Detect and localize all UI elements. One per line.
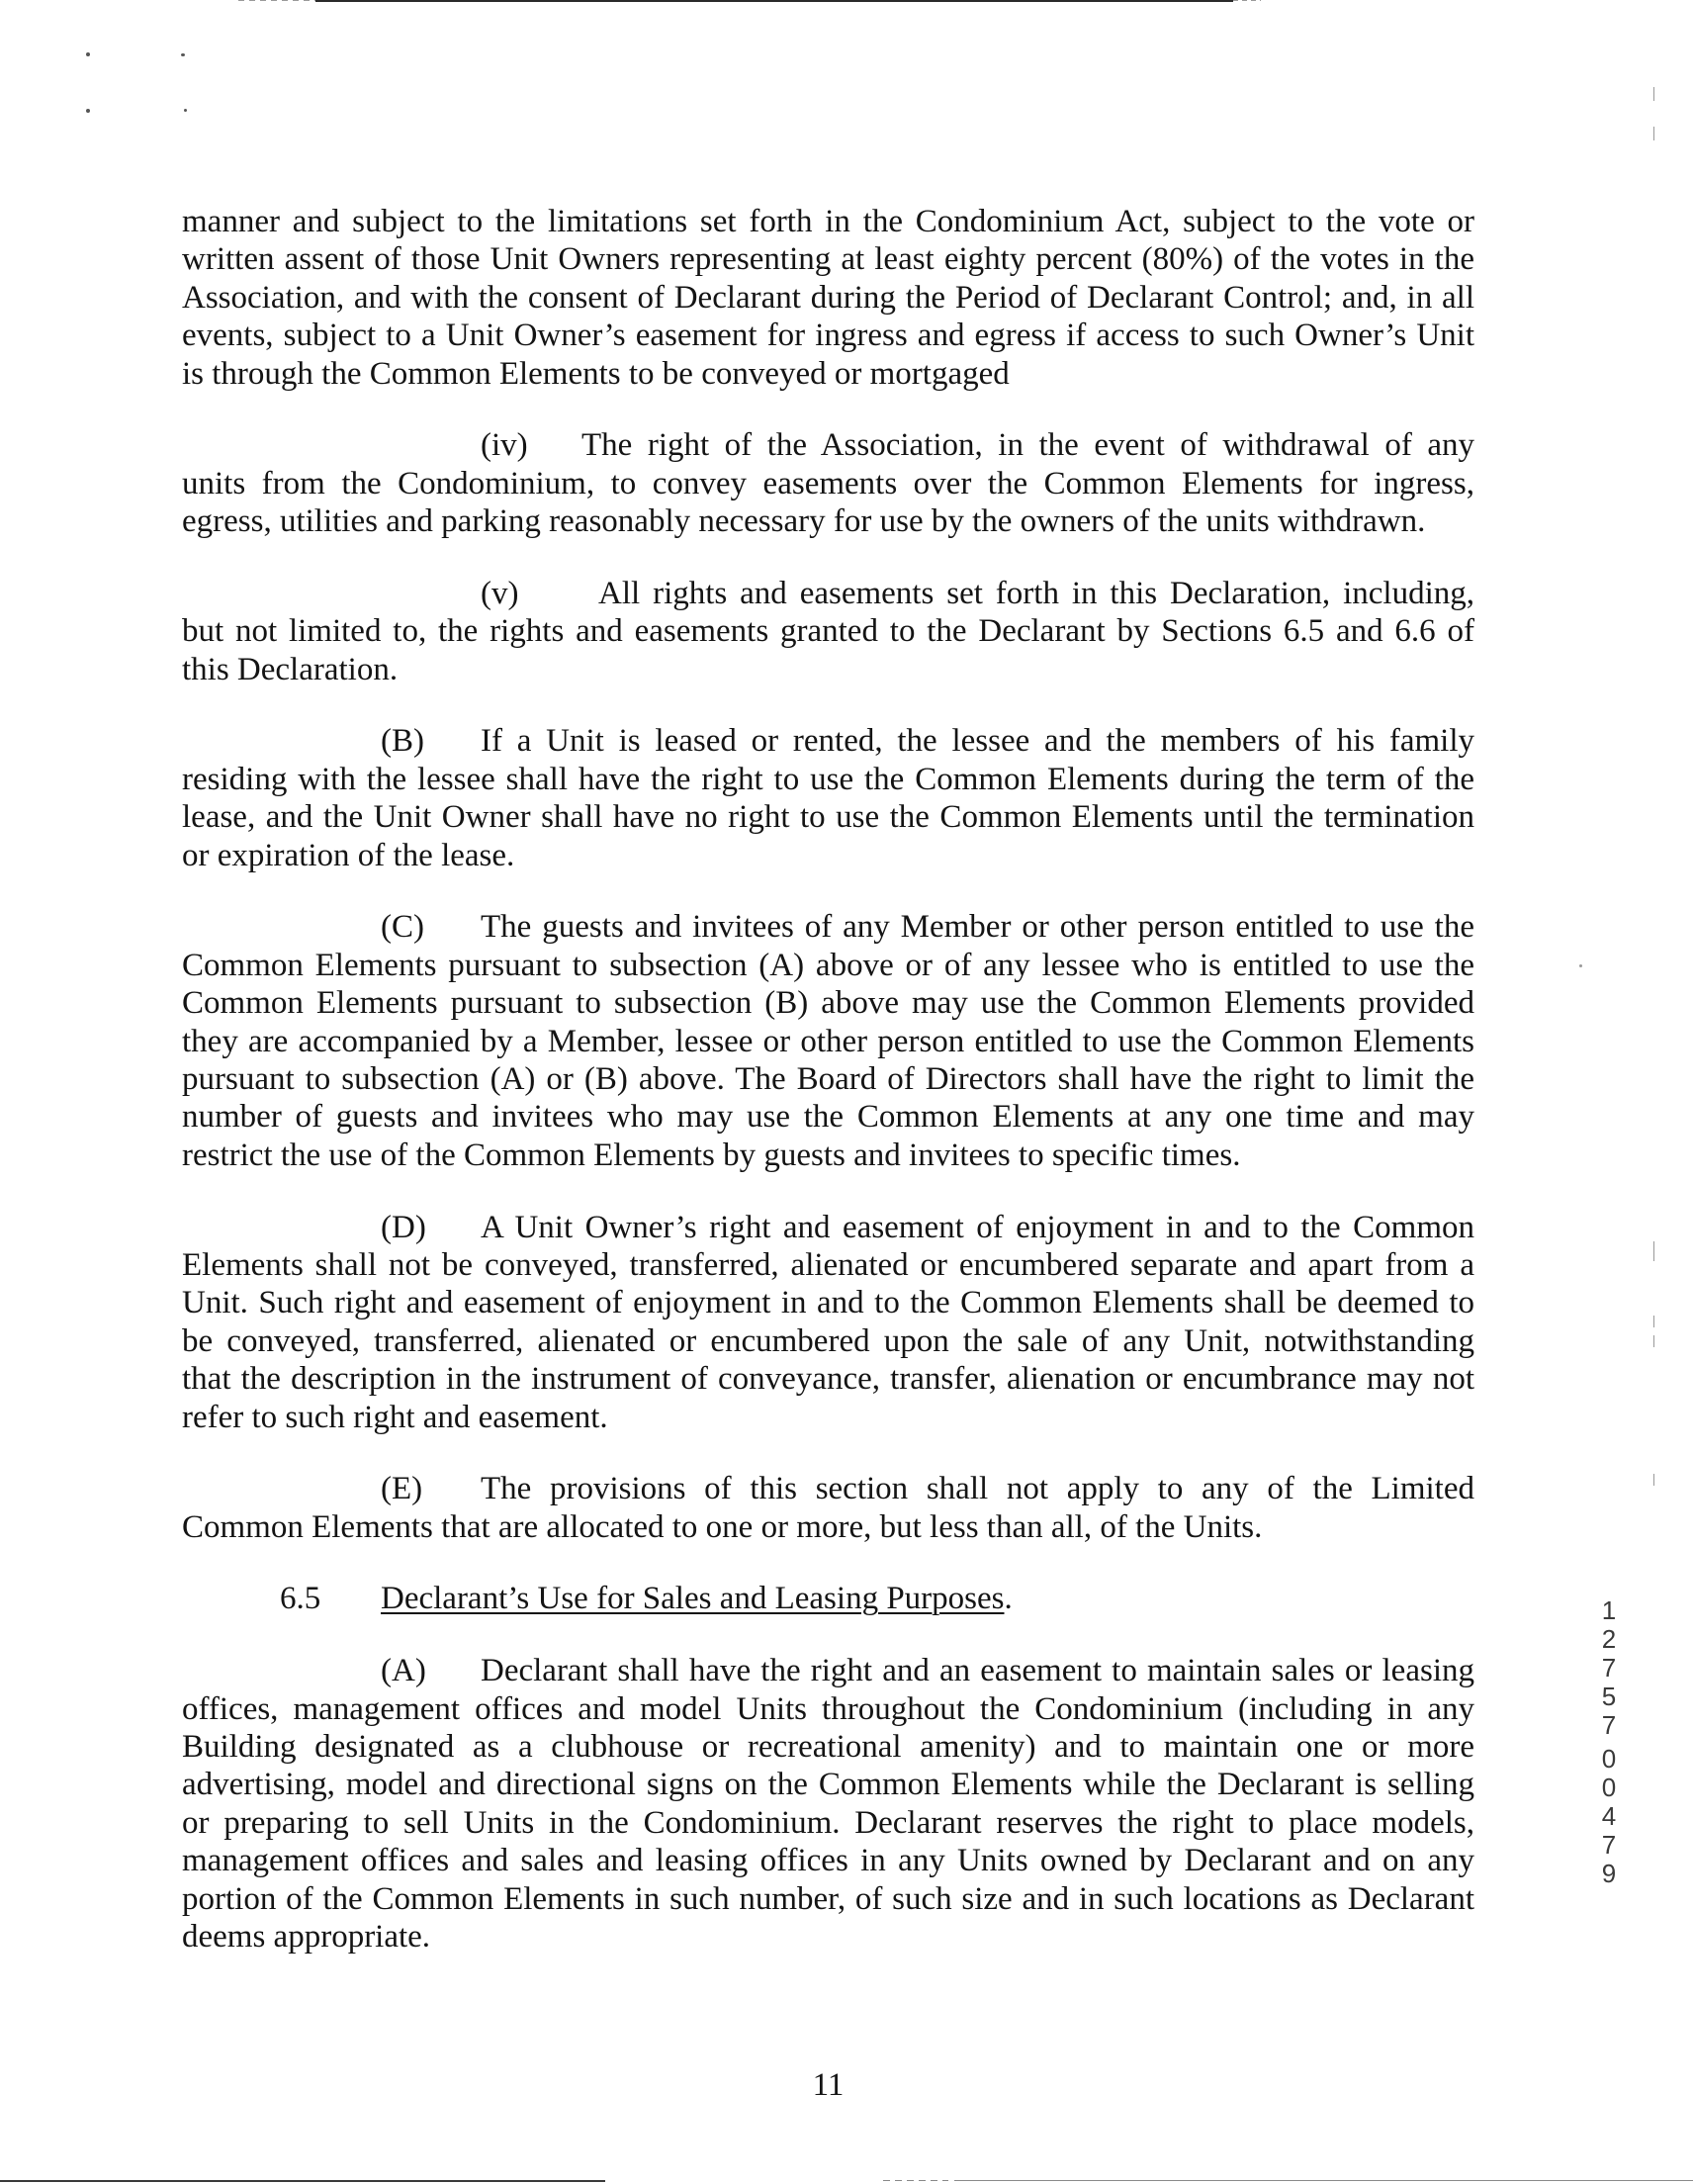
text-line bbox=[182, 947, 1474, 984]
scan-edge-rule bbox=[315, 0, 1233, 2]
text-line bbox=[182, 1842, 1474, 1879]
text-line bbox=[182, 1470, 1474, 1507]
text-line bbox=[182, 612, 1474, 650]
line-text: refer to such right and easement. bbox=[182, 1399, 608, 1435]
scan-speck bbox=[1579, 964, 1582, 967]
line-text: If a Unit is leased or rented, the lessee and the members of his family bbox=[481, 723, 1474, 760]
line-text: All rights and easements set forth in this Declaration, including, bbox=[598, 575, 1474, 611]
line-text: egress, utilities and parking reasonably necessary for use by the owners of the units withdrawn. bbox=[182, 503, 1426, 540]
paragraph-b bbox=[182, 722, 1474, 874]
text-line bbox=[182, 1652, 1474, 1689]
line-text: they are accompanied by a Member, lessee or other person entitled to use the Common Elements bbox=[182, 1023, 1474, 1059]
line-text: offices, management offices and model Units throughout the Condominium (including in any bbox=[182, 1690, 1474, 1727]
scan-mark bbox=[1653, 1241, 1654, 1261]
text-line bbox=[182, 908, 1474, 946]
line-text: Association, and with the consent of Declarant during the Period of Declarant Control; and, in all bbox=[182, 279, 1474, 316]
line-text: Common Elements pursuant to subsection (A) above or of any lessee who is entitled to use the bbox=[182, 947, 1474, 983]
line-text: written assent of those Unit Owners representing at least eighty percent (80%) of the votes in the bbox=[182, 241, 1474, 278]
scan-edge-rule bbox=[1233, 0, 1261, 1]
scan-mark bbox=[1653, 1474, 1654, 1486]
line-text: The provisions of this section shall not apply to any of the Limited bbox=[481, 1471, 1474, 1507]
line-text: residing with the lessee shall have the right to use the Common Elements during the term of the bbox=[182, 761, 1474, 797]
text-line bbox=[182, 426, 1474, 464]
line-text: Unit. Such right and easement of enjoyment in and to the Common Elements shall be deemed to bbox=[182, 1285, 1474, 1321]
line-text: Common Elements that are allocated to one or more, but less than all, of the Units. bbox=[182, 1508, 1263, 1545]
line-text: deems appropriate. bbox=[182, 1918, 431, 1955]
text-line bbox=[182, 984, 1474, 1022]
text-line bbox=[182, 502, 1474, 540]
text-line bbox=[182, 651, 1474, 688]
subsection-marker: (C) bbox=[381, 909, 424, 946]
stamp-digits: 00479 bbox=[1594, 1744, 1624, 1887]
section-heading bbox=[182, 1580, 1474, 1617]
text-line bbox=[182, 279, 1474, 317]
text-line bbox=[182, 1098, 1474, 1136]
line-text: Elements shall not be conveyed, transferred, alienated or encumbered separate and apart from a bbox=[182, 1246, 1474, 1283]
scan-mark bbox=[1653, 127, 1654, 140]
heading-line bbox=[182, 1580, 1474, 1617]
text-line bbox=[182, 1246, 1474, 1284]
text-line bbox=[182, 1508, 1474, 1546]
stamp-digits: 12757 bbox=[1594, 1595, 1624, 1739]
line-text: management offices and sales and leasing offices in any Units owned by Declarant and on any bbox=[182, 1843, 1474, 1879]
text-line bbox=[182, 1804, 1474, 1842]
scan-edge-rule bbox=[954, 2180, 1693, 2181]
line-text: lease, and the Unit Owner shall have no right to use the Common Elements until the termination bbox=[182, 799, 1474, 836]
scan-mark bbox=[1653, 1335, 1654, 1347]
line-text: Declarant shall have the right and an easement to maintain sales or leasing bbox=[481, 1653, 1474, 1689]
section-number: 6.5 bbox=[280, 1581, 321, 1617]
line-text: is through the Common Elements to be conveyed or mortgaged bbox=[182, 355, 1010, 392]
line-text: units from the Condominium, to convey easements over the Common Elements for ingress, bbox=[182, 465, 1474, 501]
line-text: The guests and invitees of any Member or other person entitled to use the bbox=[481, 909, 1474, 946]
scan-speck bbox=[181, 53, 185, 56]
subsection-marker: (B) bbox=[381, 723, 424, 760]
text-line bbox=[182, 1284, 1474, 1321]
text-line bbox=[182, 1918, 1474, 1956]
line-text: events, subject to a Unit Owner’s easement for ingress and egress if access to such Owner’s Unit bbox=[182, 318, 1474, 354]
line-text: or expiration of the lease. bbox=[182, 837, 515, 873]
line-text: pursuant to subsection (A) or (B) above. The Board of Directors shall have the right to limit the bbox=[182, 1060, 1474, 1097]
text-line bbox=[182, 1137, 1474, 1174]
paragraph-a bbox=[182, 1652, 1474, 1956]
line-text: manner and subject to the limitations set forth in the Condominium Act, subject to the vote or bbox=[182, 204, 1474, 239]
line-text: this Declaration. bbox=[182, 651, 399, 687]
text-line bbox=[182, 240, 1474, 278]
text-line bbox=[182, 761, 1474, 798]
scan-mark bbox=[1653, 87, 1654, 101]
subsection-marker: (iv) bbox=[481, 427, 528, 464]
text-line bbox=[182, 1322, 1474, 1360]
document-body bbox=[182, 203, 1474, 1990]
text-line bbox=[182, 1728, 1474, 1766]
text-line bbox=[182, 465, 1474, 502]
text-line bbox=[182, 1766, 1474, 1803]
text-line bbox=[182, 317, 1474, 354]
line-text: advertising, model and directional signs on the Common Elements while the Declarant is selling bbox=[182, 1767, 1474, 1803]
line-text: A Unit Owner’s right and easement of enjoyment in and to the Common bbox=[481, 1209, 1474, 1245]
scan-mark bbox=[1653, 1316, 1654, 1327]
paragraph-iv bbox=[182, 426, 1474, 540]
scan-speck bbox=[184, 109, 187, 112]
text-line bbox=[182, 1023, 1474, 1060]
paragraph-continuation bbox=[182, 203, 1474, 393]
line-text: portion of the Common Elements in such number, of such size and in such locations as Declarant bbox=[182, 1880, 1474, 1917]
line-text: but not limited to, the rights and easements granted to the Declarant by Sections 6.5 and 6.6 of bbox=[182, 613, 1474, 650]
line-text: number of guests and invitees who may use the Common Elements at any one time and may bbox=[182, 1099, 1474, 1136]
page-number: 11 bbox=[812, 2067, 845, 2103]
paragraph-d bbox=[182, 1209, 1474, 1436]
text-line bbox=[182, 1360, 1474, 1398]
section-title-text: Declarant’s Use for Sales and Leasing Purposes bbox=[381, 1581, 1005, 1617]
scan-speck bbox=[86, 52, 90, 56]
text-line bbox=[182, 722, 1474, 760]
line-text: restrict the use of the Common Elements by guests and invitees to specific times. bbox=[182, 1137, 1241, 1173]
line-text: Building designated as a clubhouse or recreational amenity) and to maintain one or more bbox=[182, 1729, 1474, 1766]
subsection-marker: (D) bbox=[381, 1209, 426, 1245]
scan-edge-rule bbox=[0, 2180, 605, 2182]
scan-edge-rule bbox=[238, 0, 315, 1]
scan-speck bbox=[86, 109, 90, 113]
text-line bbox=[182, 837, 1474, 874]
line-text: or preparing to sell Units in the Condominium. Declarant reserves the right to place models, bbox=[182, 1804, 1474, 1841]
section-title-period: . bbox=[1004, 1581, 1013, 1617]
line-text: Common Elements pursuant to subsection (B) above may use the Common Elements provided bbox=[182, 985, 1474, 1022]
text-line bbox=[182, 203, 1474, 240]
text-line bbox=[182, 798, 1474, 836]
scan-edge-rule bbox=[883, 2180, 948, 2181]
text-line bbox=[182, 1880, 1474, 1918]
text-line bbox=[182, 1060, 1474, 1098]
section-title bbox=[381, 1580, 1013, 1617]
paragraph-c bbox=[182, 908, 1474, 1174]
line-text: be conveyed, transferred, alienated or encumbered upon the sale of any Unit, notwithstanding bbox=[182, 1322, 1474, 1359]
text-line bbox=[182, 1209, 1474, 1246]
line-text: that the description in the instrument of conveyance, transfer, alienation or encumbrance may not bbox=[182, 1361, 1474, 1398]
text-line bbox=[182, 355, 1474, 393]
subsection-marker: (E) bbox=[381, 1471, 423, 1507]
subsection-marker: (A) bbox=[381, 1653, 426, 1689]
paragraph-v bbox=[182, 575, 1474, 688]
line-text: The right of the Association, in the event of withdrawal of any bbox=[581, 427, 1474, 464]
text-line bbox=[182, 1690, 1474, 1728]
text-line bbox=[182, 575, 1474, 612]
text-line bbox=[182, 1399, 1474, 1436]
subsection-marker: (v) bbox=[481, 575, 519, 611]
paragraph-e bbox=[182, 1470, 1474, 1546]
